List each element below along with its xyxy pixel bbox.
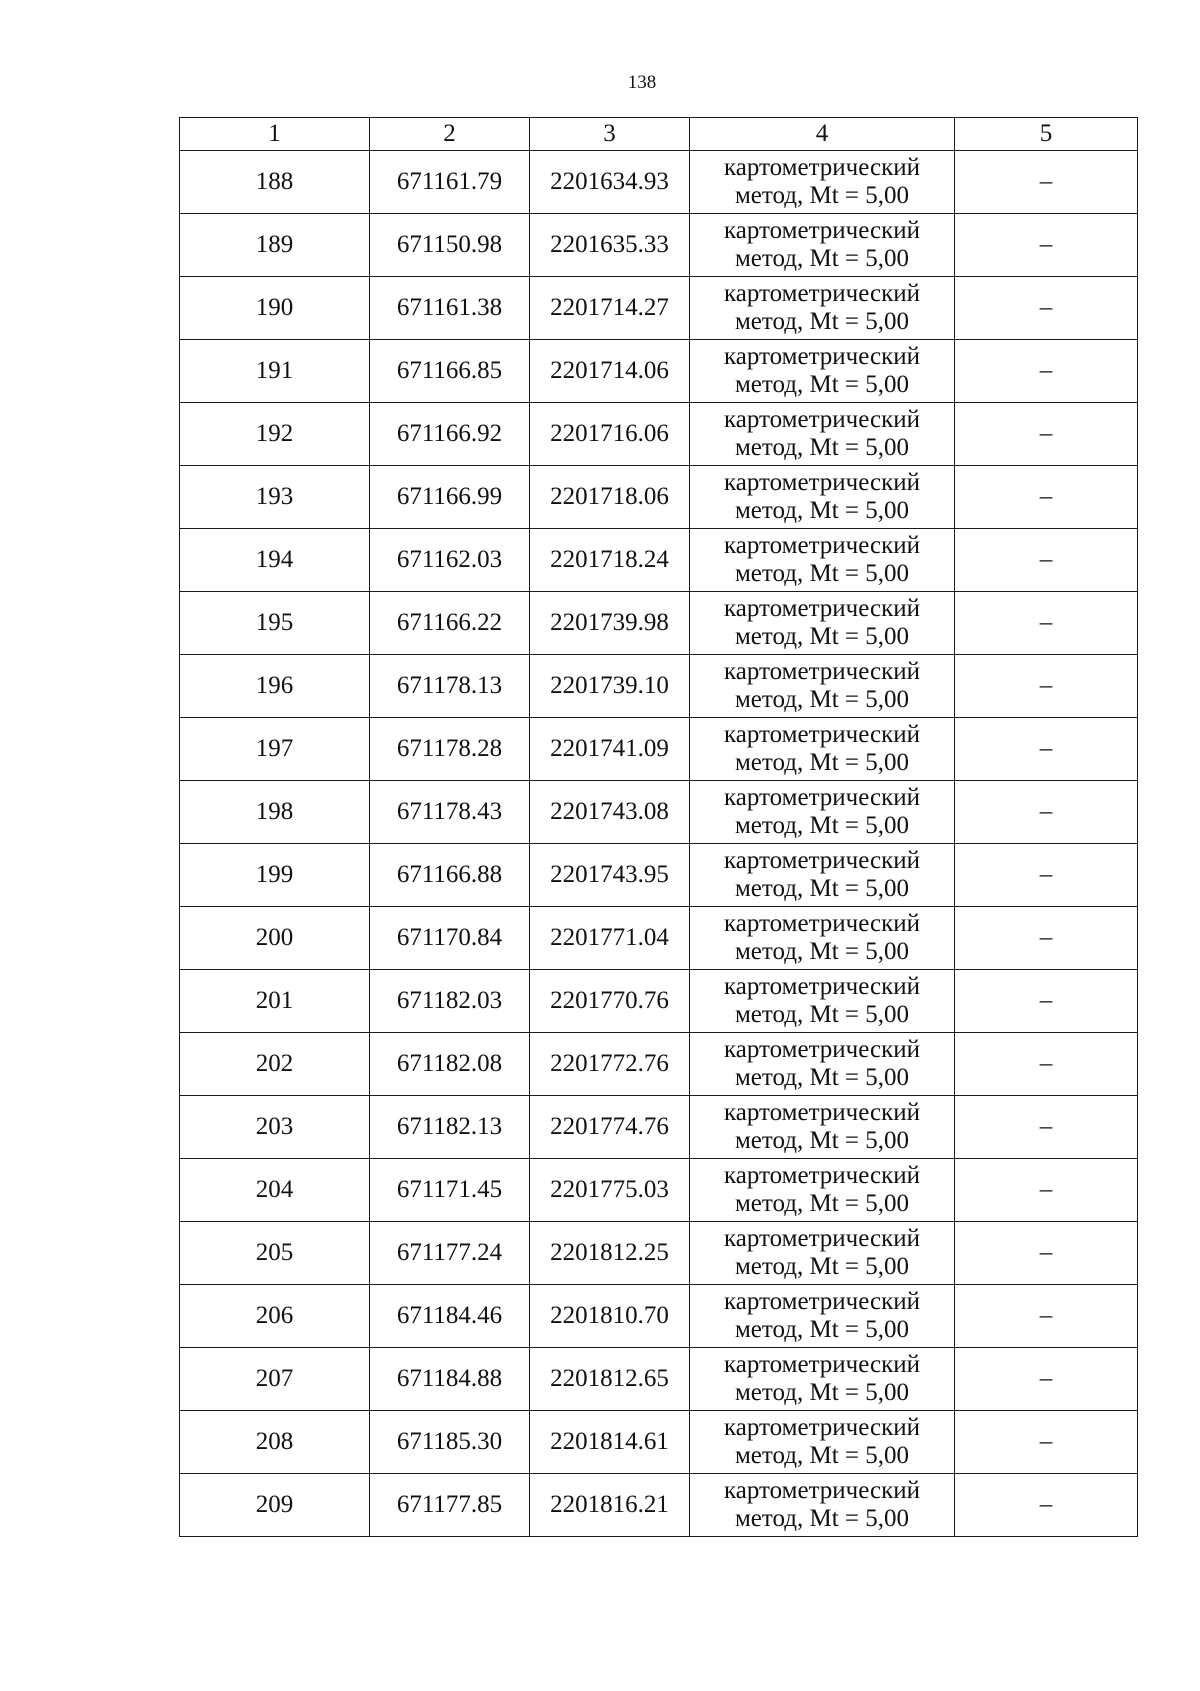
- x-coordinate-cell: 671166.99: [370, 466, 530, 529]
- y-coordinate-cell: 2201772.76: [530, 1033, 690, 1096]
- point-number-cell: 207: [180, 1348, 370, 1411]
- column-5-cell: –: [955, 277, 1138, 340]
- point-number-cell: 188: [180, 151, 370, 214]
- table-row: [180, 781, 1138, 844]
- column-5-cell: –: [955, 844, 1138, 907]
- point-number-cell: 191: [180, 340, 370, 403]
- table-row: [180, 529, 1138, 592]
- method-cell: [690, 1096, 955, 1159]
- y-coordinate-cell: 2201714.06: [530, 340, 690, 403]
- method-accuracy: метод, Mt = 5,00: [734, 875, 910, 902]
- column-5-cell: –: [955, 1096, 1138, 1159]
- method-name: картометрический: [724, 1099, 920, 1126]
- table-row: [180, 151, 1138, 214]
- method-cell: [690, 529, 955, 592]
- y-coordinate-cell: 2201718.06: [530, 466, 690, 529]
- x-coordinate-cell: 671162.03: [370, 529, 530, 592]
- method-cell: [690, 781, 955, 844]
- method-accuracy: метод, Mt = 5,00: [734, 1064, 910, 1091]
- method-name: картометрический: [724, 658, 920, 685]
- point-number-cell: 206: [180, 1285, 370, 1348]
- y-coordinate-cell: 2201816.21: [530, 1474, 690, 1537]
- table-row: [180, 1096, 1138, 1159]
- table-row: [180, 214, 1138, 277]
- point-number-cell: 201: [180, 970, 370, 1033]
- method-name: картометрический: [724, 1225, 920, 1252]
- x-coordinate-cell: 671161.38: [370, 277, 530, 340]
- column-5-cell: –: [955, 1285, 1138, 1348]
- x-coordinate-cell: 671182.03: [370, 970, 530, 1033]
- method-cell: [690, 592, 955, 655]
- method-cell: [690, 655, 955, 718]
- x-coordinate-cell: 671166.22: [370, 592, 530, 655]
- method-accuracy: метод, Mt = 5,00: [734, 686, 910, 713]
- x-coordinate-cell: 671182.08: [370, 1033, 530, 1096]
- point-number-cell: 194: [180, 529, 370, 592]
- table-row: [180, 655, 1138, 718]
- y-coordinate-cell: 2201814.61: [530, 1411, 690, 1474]
- method-accuracy: метод, Mt = 5,00: [734, 434, 910, 461]
- method-accuracy: метод, Mt = 5,00: [734, 371, 910, 398]
- x-coordinate-cell: 671166.88: [370, 844, 530, 907]
- method-cell: [690, 1222, 955, 1285]
- point-number-cell: 196: [180, 655, 370, 718]
- point-number-cell: 193: [180, 466, 370, 529]
- table-row: [180, 592, 1138, 655]
- table-row: [180, 1222, 1138, 1285]
- table-header-row: [180, 118, 1138, 151]
- x-coordinate-cell: 671185.30: [370, 1411, 530, 1474]
- point-number-cell: 209: [180, 1474, 370, 1537]
- column-5-cell: –: [955, 151, 1138, 214]
- column-header: 5: [955, 118, 1138, 151]
- x-coordinate-cell: 671177.85: [370, 1474, 530, 1537]
- x-coordinate-cell: 671184.46: [370, 1285, 530, 1348]
- method-accuracy: метод, Mt = 5,00: [734, 308, 910, 335]
- method-name: картометрический: [724, 1414, 920, 1441]
- y-coordinate-cell: 2201741.09: [530, 718, 690, 781]
- method-accuracy: метод, Mt = 5,00: [734, 1379, 910, 1406]
- y-coordinate-cell: 2201743.95: [530, 844, 690, 907]
- method-accuracy: метод, Mt = 5,00: [734, 623, 910, 650]
- point-number-cell: 202: [180, 1033, 370, 1096]
- method-accuracy: метод, Mt = 5,00: [734, 1442, 910, 1469]
- method-name: картометрический: [724, 784, 920, 811]
- column-5-cell: –: [955, 214, 1138, 277]
- x-coordinate-cell: 671178.28: [370, 718, 530, 781]
- column-5-cell: –: [955, 592, 1138, 655]
- method-name: картометрический: [724, 1477, 920, 1504]
- column-header: 2: [370, 118, 530, 151]
- method-accuracy: метод, Mt = 5,00: [734, 1253, 910, 1280]
- y-coordinate-cell: 2201739.98: [530, 592, 690, 655]
- column-5-cell: –: [955, 1411, 1138, 1474]
- y-coordinate-cell: 2201771.04: [530, 907, 690, 970]
- method-cell: [690, 340, 955, 403]
- method-cell: [690, 970, 955, 1033]
- method-name: картометрический: [724, 469, 920, 496]
- coordinates-table: [179, 117, 1138, 1537]
- method-cell: [690, 403, 955, 466]
- method-name: картометрический: [724, 1288, 920, 1315]
- page-number: 138: [627, 72, 657, 93]
- table-row: [180, 466, 1138, 529]
- x-coordinate-cell: 671178.13: [370, 655, 530, 718]
- y-coordinate-cell: 2201774.76: [530, 1096, 690, 1159]
- y-coordinate-cell: 2201634.93: [530, 151, 690, 214]
- method-name: картометрический: [724, 217, 920, 244]
- point-number-cell: 189: [180, 214, 370, 277]
- x-coordinate-cell: 671184.88: [370, 1348, 530, 1411]
- method-cell: [690, 1285, 955, 1348]
- method-accuracy: метод, Mt = 5,00: [734, 1190, 910, 1217]
- column-5-cell: –: [955, 466, 1138, 529]
- method-cell: [690, 277, 955, 340]
- table-row: [180, 907, 1138, 970]
- method-name: картометрический: [724, 721, 920, 748]
- y-coordinate-cell: 2201739.10: [530, 655, 690, 718]
- column-header: 4: [690, 118, 955, 151]
- method-accuracy: метод, Mt = 5,00: [734, 497, 910, 524]
- method-cell: [690, 151, 955, 214]
- column-5-cell: –: [955, 340, 1138, 403]
- method-accuracy: метод, Mt = 5,00: [734, 182, 910, 209]
- method-cell: [690, 907, 955, 970]
- column-5-cell: –: [955, 403, 1138, 466]
- column-5-cell: –: [955, 1222, 1138, 1285]
- x-coordinate-cell: 671177.24: [370, 1222, 530, 1285]
- y-coordinate-cell: 2201635.33: [530, 214, 690, 277]
- method-name: картометрический: [724, 154, 920, 181]
- table-row: [180, 277, 1138, 340]
- table-row: [180, 1159, 1138, 1222]
- column-5-cell: –: [955, 655, 1138, 718]
- point-number-cell: 204: [180, 1159, 370, 1222]
- x-coordinate-cell: 671166.92: [370, 403, 530, 466]
- method-cell: [690, 1411, 955, 1474]
- method-accuracy: метод, Mt = 5,00: [734, 938, 910, 965]
- point-number-cell: 197: [180, 718, 370, 781]
- method-cell: [690, 718, 955, 781]
- y-coordinate-cell: 2201714.27: [530, 277, 690, 340]
- method-name: картометрический: [724, 1162, 920, 1189]
- table-row: [180, 718, 1138, 781]
- table-row: [180, 1348, 1138, 1411]
- method-cell: [690, 466, 955, 529]
- x-coordinate-cell: 671150.98: [370, 214, 530, 277]
- method-name: картометрический: [724, 910, 920, 937]
- x-coordinate-cell: 671171.45: [370, 1159, 530, 1222]
- method-accuracy: метод, Mt = 5,00: [734, 245, 910, 272]
- y-coordinate-cell: 2201743.08: [530, 781, 690, 844]
- table-row: [180, 340, 1138, 403]
- method-cell: [690, 214, 955, 277]
- method-accuracy: метод, Mt = 5,00: [734, 1127, 910, 1154]
- method-name: картометрический: [724, 343, 920, 370]
- point-number-cell: 203: [180, 1096, 370, 1159]
- x-coordinate-cell: 671170.84: [370, 907, 530, 970]
- table-row: [180, 844, 1138, 907]
- table-row: [180, 970, 1138, 1033]
- x-coordinate-cell: 671161.79: [370, 151, 530, 214]
- point-number-cell: 199: [180, 844, 370, 907]
- column-5-cell: –: [955, 781, 1138, 844]
- point-number-cell: 205: [180, 1222, 370, 1285]
- method-cell: [690, 1033, 955, 1096]
- y-coordinate-cell: 2201716.06: [530, 403, 690, 466]
- table-row: [180, 1033, 1138, 1096]
- method-accuracy: метод, Mt = 5,00: [734, 812, 910, 839]
- method-accuracy: метод, Mt = 5,00: [734, 749, 910, 776]
- column-5-cell: –: [955, 529, 1138, 592]
- method-name: картометрический: [724, 406, 920, 433]
- point-number-cell: 190: [180, 277, 370, 340]
- point-number-cell: 198: [180, 781, 370, 844]
- method-cell: [690, 1348, 955, 1411]
- method-name: картометрический: [724, 973, 920, 1000]
- column-header: 1: [180, 118, 370, 151]
- y-coordinate-cell: 2201770.76: [530, 970, 690, 1033]
- method-cell: [690, 1159, 955, 1222]
- method-accuracy: метод, Mt = 5,00: [734, 1001, 910, 1028]
- point-number-cell: 195: [180, 592, 370, 655]
- method-name: картометрический: [724, 280, 920, 307]
- method-name: картометрический: [724, 1351, 920, 1378]
- y-coordinate-cell: 2201718.24: [530, 529, 690, 592]
- method-name: картометрический: [724, 847, 920, 874]
- y-coordinate-cell: 2201812.65: [530, 1348, 690, 1411]
- table-row: [180, 1474, 1138, 1537]
- table-row: [180, 1285, 1138, 1348]
- method-name: картометрический: [724, 595, 920, 622]
- method-name: картометрический: [724, 532, 920, 559]
- method-cell: [690, 1474, 955, 1537]
- point-number-cell: 200: [180, 907, 370, 970]
- table-row: [180, 1411, 1138, 1474]
- method-accuracy: метод, Mt = 5,00: [734, 1505, 910, 1532]
- x-coordinate-cell: 671178.43: [370, 781, 530, 844]
- x-coordinate-cell: 671182.13: [370, 1096, 530, 1159]
- column-5-cell: –: [955, 907, 1138, 970]
- point-number-cell: 192: [180, 403, 370, 466]
- x-coordinate-cell: 671166.85: [370, 340, 530, 403]
- column-header: 3: [530, 118, 690, 151]
- column-5-cell: –: [955, 718, 1138, 781]
- table-row: [180, 403, 1138, 466]
- y-coordinate-cell: 2201812.25: [530, 1222, 690, 1285]
- point-number-cell: 208: [180, 1411, 370, 1474]
- column-5-cell: –: [955, 1033, 1138, 1096]
- method-cell: [690, 844, 955, 907]
- column-5-cell: –: [955, 1159, 1138, 1222]
- method-accuracy: метод, Mt = 5,00: [734, 1316, 910, 1343]
- method-accuracy: метод, Mt = 5,00: [734, 560, 910, 587]
- method-name: картометрический: [724, 1036, 920, 1063]
- column-5-cell: –: [955, 1474, 1138, 1537]
- y-coordinate-cell: 2201810.70: [530, 1285, 690, 1348]
- column-5-cell: –: [955, 970, 1138, 1033]
- column-5-cell: –: [955, 1348, 1138, 1411]
- y-coordinate-cell: 2201775.03: [530, 1159, 690, 1222]
